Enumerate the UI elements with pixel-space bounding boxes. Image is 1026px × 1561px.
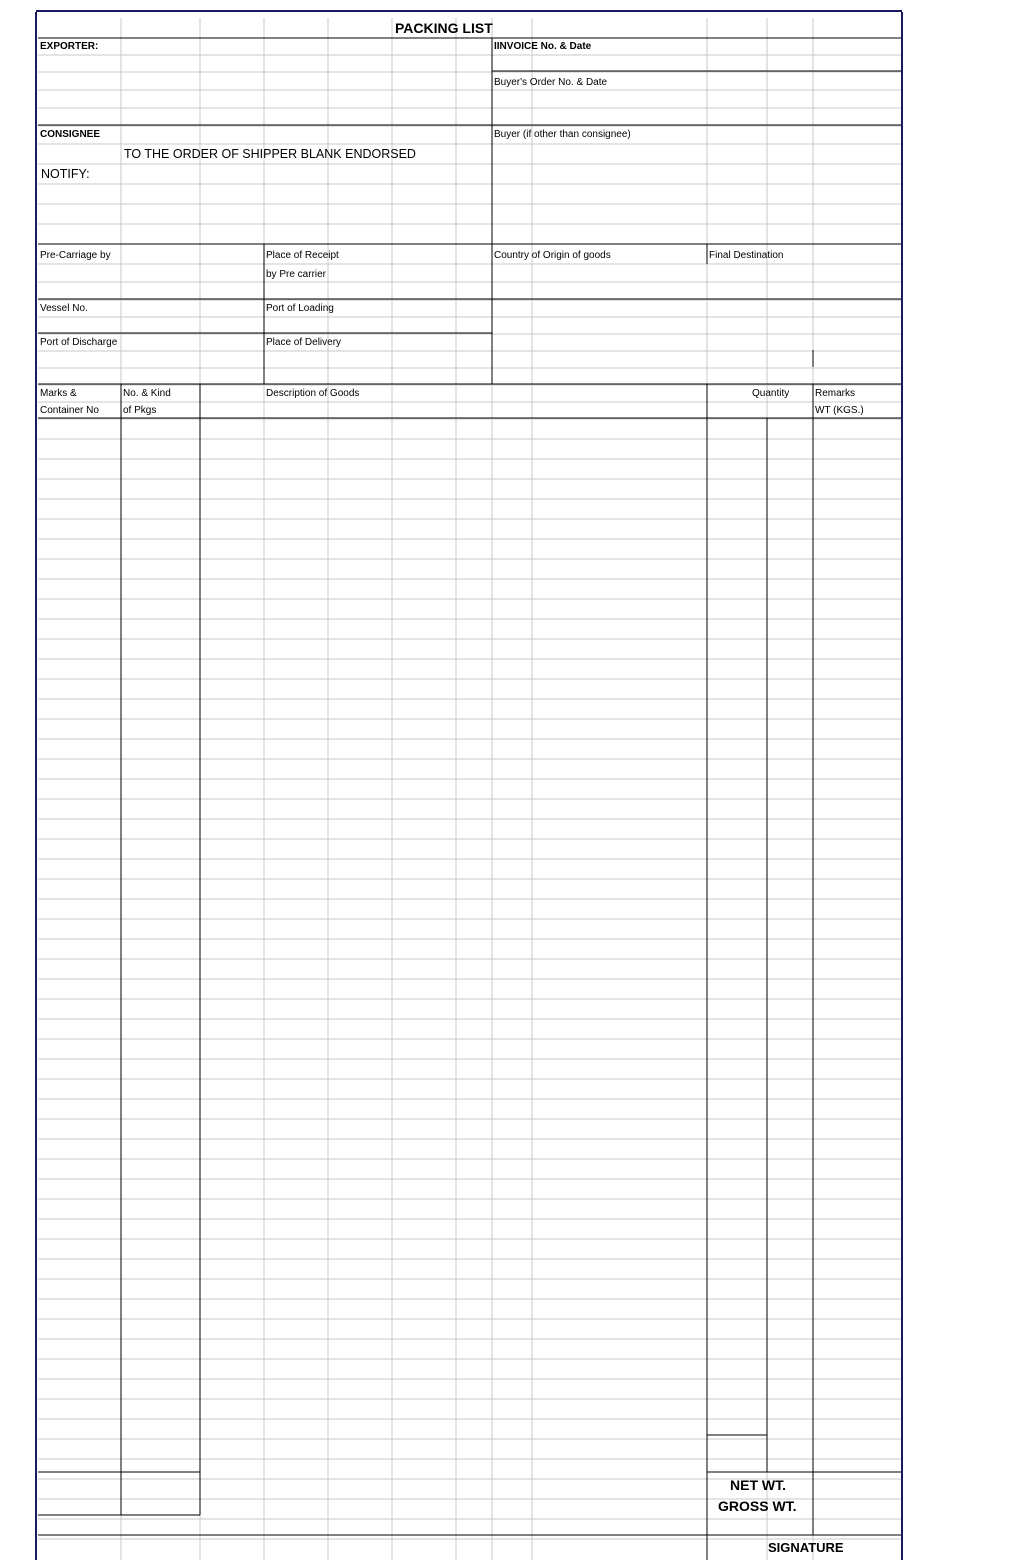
place-delivery-label: Place of Delivery xyxy=(266,337,342,348)
page-title: PACKING LIST xyxy=(395,20,493,36)
gross-wt-label: GROSS WT. xyxy=(718,1498,797,1514)
buyer-other-label: Buyer (if other than consignee) xyxy=(494,129,631,140)
col-marks-label: Marks & xyxy=(40,388,77,399)
final-destination-label: Final Destination xyxy=(709,250,784,261)
port-loading-label: Port of Loading xyxy=(266,303,334,314)
col-remarks-label-2: WT (KGS.) xyxy=(815,405,864,416)
buyers-order-label: Buyer's Order No. & Date xyxy=(494,77,608,88)
pre-carriage-label: Pre-Carriage by xyxy=(40,250,111,261)
vessel-label: Vessel No. xyxy=(40,303,88,314)
notify-label: NOTIFY: xyxy=(41,167,90,181)
col-quantity-label: Quantity xyxy=(752,388,790,399)
place-receipt-label: Place of Receipt xyxy=(266,250,339,261)
signature-label: SIGNATURE xyxy=(768,1540,844,1555)
consignee-label: CONSIGNEE xyxy=(40,129,101,140)
col-pkgs-label-2: of Pkgs xyxy=(123,405,157,416)
col-remarks-label: Remarks xyxy=(815,388,856,399)
col-description-label: Description of Goods xyxy=(266,388,360,399)
col-pkgs-label: No. & Kind xyxy=(123,388,171,399)
country-origin-label: Country of Origin of goods xyxy=(494,250,611,261)
net-wt-label: NET WT. xyxy=(730,1477,786,1493)
place-receipt-sub-label: by Pre carrier xyxy=(266,269,327,280)
consignee-value: TO THE ORDER OF SHIPPER BLANK ENDORSED xyxy=(124,147,416,161)
port-discharge-label: Port of Discharge xyxy=(40,337,118,348)
col-marks-label-2: Container No xyxy=(40,405,99,416)
exporter-label: EXPORTER: xyxy=(40,41,99,52)
invoice-label: IINVOICE No. & Date xyxy=(494,41,592,52)
